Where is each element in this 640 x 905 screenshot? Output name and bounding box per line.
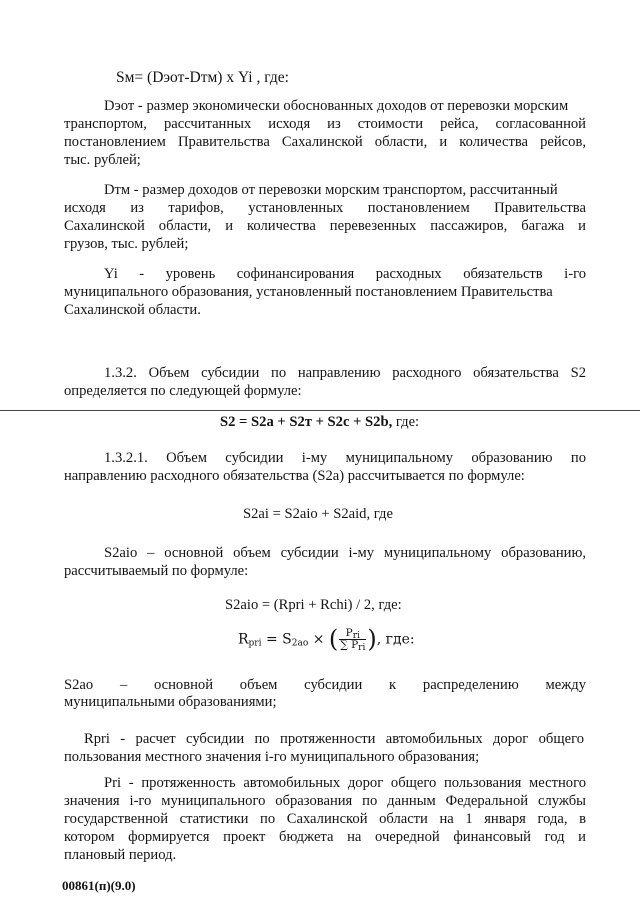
p-dtm-line-1: Dтм - размер доходов от перевозки морским транспортом, рассчитанный bbox=[104, 182, 558, 198]
p-deot-line-1: Dэот - размер экономически обоснованных доходов от перевозки морским bbox=[104, 98, 569, 114]
document-code-footer: 00861(п)(9.0) bbox=[62, 878, 136, 893]
paren-open: ( bbox=[328, 625, 339, 653]
p-pri-line-2: значения i-го муниципального образования по данным Федеральной службы bbox=[64, 793, 586, 809]
formula-s2-suffix: где: bbox=[392, 414, 420, 430]
p-s2aio-line-1: S2aio – основной объем субсидии i-му муниципальному образованию, bbox=[104, 545, 586, 561]
rpri-eq: = S bbox=[261, 631, 292, 648]
p-132-line-1: 1.3.2. Объем субсидии по направлению расходного обязательства S2 bbox=[104, 365, 586, 381]
paren-close: ) bbox=[367, 625, 377, 653]
p-s2aio-line-2: рассчитываемый по формуле: bbox=[64, 563, 249, 579]
formula-s2 bbox=[220, 414, 419, 431]
rpri-fraction bbox=[339, 628, 366, 651]
p-1321-line-1: 1.3.2.1. Объем субсидии i-му муниципальному образованию по bbox=[104, 450, 586, 466]
rpri-lhs-sub: pri bbox=[248, 638, 262, 649]
p-pri-line-1: Pri - протяженность автомобильных дорог общего пользования местного bbox=[104, 775, 586, 791]
rpri-suffix: , где: bbox=[376, 631, 415, 648]
p-1321-line-2: направлению расходного обязательства (S2a) рассчитывается по формуле: bbox=[64, 468, 525, 484]
p-s2ao-line-1: S2ao – основной объем субсидии к распределению между bbox=[64, 677, 586, 693]
p-deot-line-4: тыс. рублей; bbox=[64, 152, 141, 168]
fraction-numerator: $P_{ri}$ bbox=[339, 628, 366, 640]
p-dtm-line-4: грузов, тыс. рублей; bbox=[64, 236, 189, 252]
fraction-denominator: ∑ $P_{ri}$ bbox=[340, 639, 366, 653]
p-pri-line-3: государственной статистики по Сахалинской области на 1 января года, в bbox=[64, 811, 586, 827]
p-dtm-line-2: исходя из тарифов, установленных постановлением Правительства bbox=[64, 200, 586, 216]
p-pri-line-4: котором формируется проект бюджета на очередной финансовый год и bbox=[64, 829, 586, 845]
formula-rpri bbox=[238, 625, 415, 653]
rpri-times: × bbox=[308, 631, 329, 648]
rpri-lhs: R bbox=[238, 631, 249, 648]
p-s2ao-line-2: муниципальными образованиями; bbox=[64, 694, 277, 710]
p-pri-line-5: плановый период. bbox=[64, 847, 177, 863]
p-deot-line-2: транспортом, рассчитанных исходя из стоимости рейса, согласованной bbox=[64, 116, 586, 132]
p-deot-line-3: постановлением Правительства Сахалинской области, и количества рейсов, bbox=[64, 134, 586, 150]
formula-s2aio: S2aio = (Rpri + Rchi) / 2, где: bbox=[225, 597, 402, 613]
page-divider bbox=[0, 410, 640, 411]
p-132-line-2: определяется по следующей формуле: bbox=[64, 383, 302, 399]
formula-s2ai: S2ai = S2aio + S2aid, где bbox=[243, 506, 393, 522]
p-dtm-line-3: Сахалинской области, и количества перевезенных пассажиров, багажа и bbox=[64, 218, 586, 234]
p-rpri-line-2: пользования местного значения i-го муниципального образования; bbox=[64, 749, 480, 765]
p-yi-line-3: Сахалинской области. bbox=[64, 302, 201, 318]
p-rpri-line-1: Rpri - расчет субсидии по протяженности автомобильных дорог общего bbox=[84, 731, 584, 747]
formula-sm: Sм= (Dэот-Dтм) х Yi , где: bbox=[116, 69, 289, 86]
rpri-s-sub: 2ao bbox=[291, 638, 309, 649]
p-yi-line-2: муниципального образования, установленный постановлением Правительства bbox=[64, 284, 553, 300]
formula-s2-main: S2 = S2a + S2т + S2c + S2b, bbox=[220, 414, 393, 430]
p-yi-line-1: Yi - уровень софинансирования расходных обязательств i-го bbox=[104, 266, 586, 282]
